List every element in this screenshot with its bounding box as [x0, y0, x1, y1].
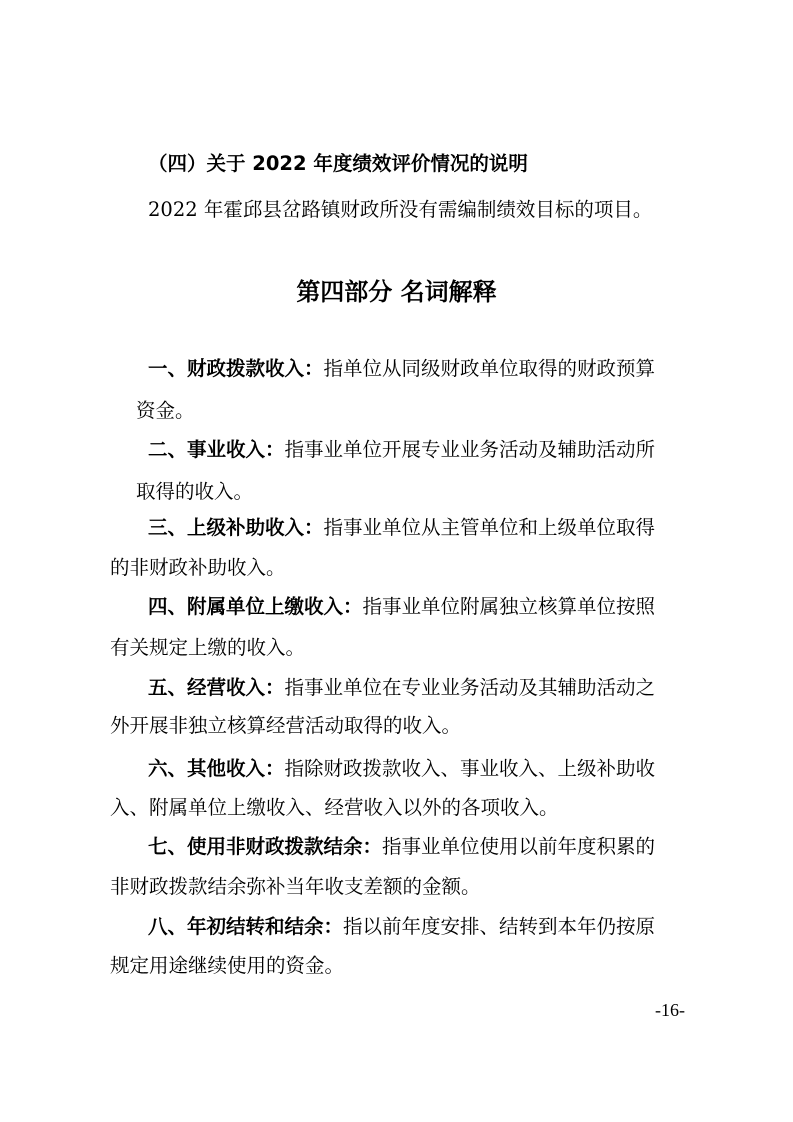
- term-definition-cont: 取得的收入。: [136, 480, 254, 503]
- term-definition-cont: 资金。: [136, 399, 195, 422]
- term-definition: 指事业单位从主管单位和上级单位取得: [323, 516, 656, 539]
- term-entry-2: [148, 436, 728, 464]
- term-definition-cont: 规定用途继续使用的资金。: [110, 954, 345, 977]
- term-entry-5: [148, 674, 728, 702]
- section-heading: （四）关于 2022 年度绩效评价情况的说明: [148, 152, 528, 175]
- term-label: 七、使用非财政拨款结余：: [148, 835, 383, 858]
- term-definition-cont: 外开展非独立核算经营活动取得的收入。: [110, 714, 462, 737]
- term-definition: 指事业单位在专业业务活动及其辅助活动之: [284, 676, 656, 699]
- term-label: 二、事业收入：: [148, 438, 285, 461]
- term-definition: 指事业单位附属独立核算单位按照: [362, 595, 656, 618]
- term-label: 八、年初结转和结余：: [148, 915, 344, 938]
- term-definition: 指事业单位开展专业业务活动及辅助活动所: [284, 438, 656, 461]
- term-definition-cont: 的非财政补助收入。: [110, 556, 286, 579]
- part-title: 第四部分 名词解释: [296, 278, 497, 306]
- term-label: 六、其他收入：: [148, 757, 285, 780]
- term-definition-cont: 非财政拨款结余弥补当年收支差额的金额。: [110, 875, 481, 898]
- term-definition: 指事业单位使用以前年度积累的: [382, 835, 656, 858]
- page-number: -16-: [655, 1000, 685, 1020]
- term-entry-4: [148, 593, 728, 621]
- term-definition: 指以前年度安排、结转到本年仍按原: [343, 915, 656, 938]
- term-definition: 指除财政拨款收入、事业收入、上级补助收: [284, 757, 656, 780]
- term-definition: 指单位从同级财政单位取得的财政预算: [323, 357, 656, 380]
- term-entry-6: [148, 755, 728, 783]
- term-label: 四、附属单位上缴收入：: [148, 595, 363, 618]
- term-label: 一、财政拨款收入：: [148, 357, 324, 380]
- term-entry-1: [148, 355, 728, 383]
- term-definition-cont: 入、附属单位上缴收入、经营收入以外的各项收入。: [110, 796, 559, 819]
- term-label: 五、经营收入：: [148, 676, 285, 699]
- term-entry-7: [148, 833, 728, 861]
- section-body: 2022 年霍邱县岔路镇财政所没有需编制绩效目标的项目。: [148, 198, 653, 221]
- term-definition-cont: 有关规定上缴的收入。: [110, 636, 306, 659]
- term-label: 三、上级补助收入：: [148, 516, 324, 539]
- term-entry-3: [148, 514, 728, 542]
- term-entry-8: [148, 913, 728, 941]
